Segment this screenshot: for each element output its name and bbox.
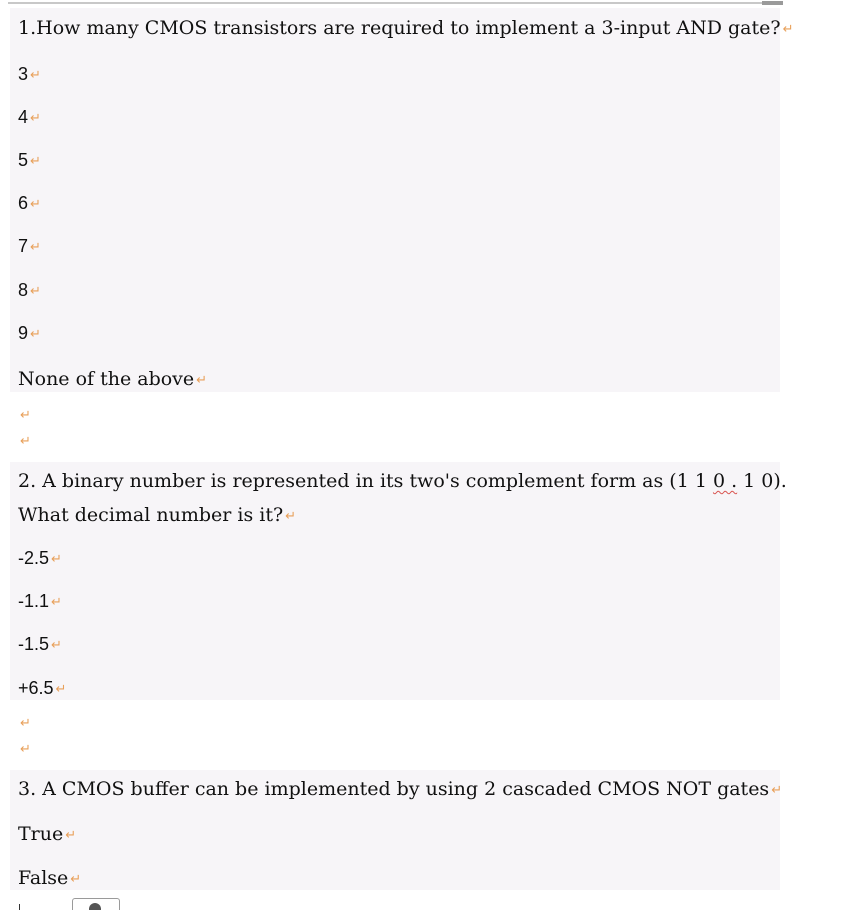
paragraph-mark-icon: ↵ [30, 111, 41, 126]
empty-paragraph[interactable] [18, 736, 31, 762]
question-3-text[interactable]: 3. A CMOS buffer can be implemented by using 2 cascaded CMOS NOT gates ↵ [18, 778, 783, 800]
q2-option[interactable]: -1.1 ↵ [18, 591, 62, 611]
paragraph-mark-icon: ↵ [70, 872, 82, 887]
paragraph-mark-icon: ↵ [51, 638, 62, 653]
question-2-block [10, 462, 780, 700]
spellcheck-underline: 0 . [712, 470, 738, 492]
paragraph-mark-icon: ↵ [196, 373, 208, 388]
paragraph-mark-icon: ↵ [51, 552, 62, 567]
paragraph-mark-icon: ↵ [771, 783, 783, 798]
question-2-text-line2[interactable]: What decimal number is it? ↵ [18, 504, 297, 526]
paragraph-mark-icon: ↵ [30, 154, 41, 169]
top-border [8, 2, 783, 4]
text-cursor [19, 904, 20, 910]
paragraph-mark-icon: ↵ [51, 595, 62, 610]
paragraph-mark-icon: ↵ [285, 509, 297, 524]
top-border-marker [762, 1, 783, 5]
paragraph-mark-icon: ↵ [30, 240, 41, 255]
paragraph-mark-icon: ↵ [30, 284, 41, 299]
paragraph-mark-icon: ↵ [30, 68, 41, 83]
paragraph-mark-icon: ↵ [55, 682, 67, 697]
paragraph-mark-icon: ↵ [20, 408, 31, 423]
question-1-text[interactable]: 1.How many CMOS transistors are required to implement a 3-input AND gate? ↵ [18, 17, 794, 39]
paragraph-mark-icon: ↵ [30, 327, 41, 342]
q2-option[interactable]: -1.5 ↵ [18, 634, 62, 654]
paragraph-mark-icon: ↵ [20, 434, 31, 449]
q1-option[interactable]: None of the above ↵ [18, 368, 208, 390]
paragraph-mark-icon: ↵ [65, 828, 77, 843]
paragraph-mark-icon: ↵ [30, 197, 41, 212]
q1-option[interactable]: 3 ↵ [18, 64, 41, 84]
q2-option[interactable]: +6.5 ↵ [18, 678, 67, 698]
q3-option[interactable]: True ↵ [18, 823, 77, 845]
q1-option[interactable]: 4 ↵ [18, 107, 41, 127]
empty-paragraph[interactable] [18, 710, 31, 736]
question-2-text[interactable]: 2. A binary number is represented in its two's complement form as (1 1 0 . 1 0). [18, 470, 787, 492]
empty-paragraph[interactable] [18, 428, 31, 454]
q1-option[interactable]: 5 ↵ [18, 150, 41, 170]
q1-option[interactable]: 8 ↵ [18, 280, 41, 300]
paragraph-mark-icon: ↵ [782, 22, 794, 37]
q2-option[interactable]: -2.5 ↵ [18, 548, 62, 568]
q3-option[interactable]: False ↵ [18, 867, 82, 889]
paragraph-mark-icon: ↵ [20, 742, 31, 757]
question-1-block [10, 8, 780, 392]
q1-option[interactable]: 9 ↵ [18, 323, 41, 343]
paragraph-mark-icon: ↵ [20, 716, 31, 731]
q1-option[interactable]: 6 ↵ [18, 193, 41, 213]
empty-paragraph[interactable] [18, 402, 31, 428]
image-placeholder-icon[interactable] [72, 898, 120, 910]
q1-option[interactable]: 7 ↵ [18, 236, 41, 256]
